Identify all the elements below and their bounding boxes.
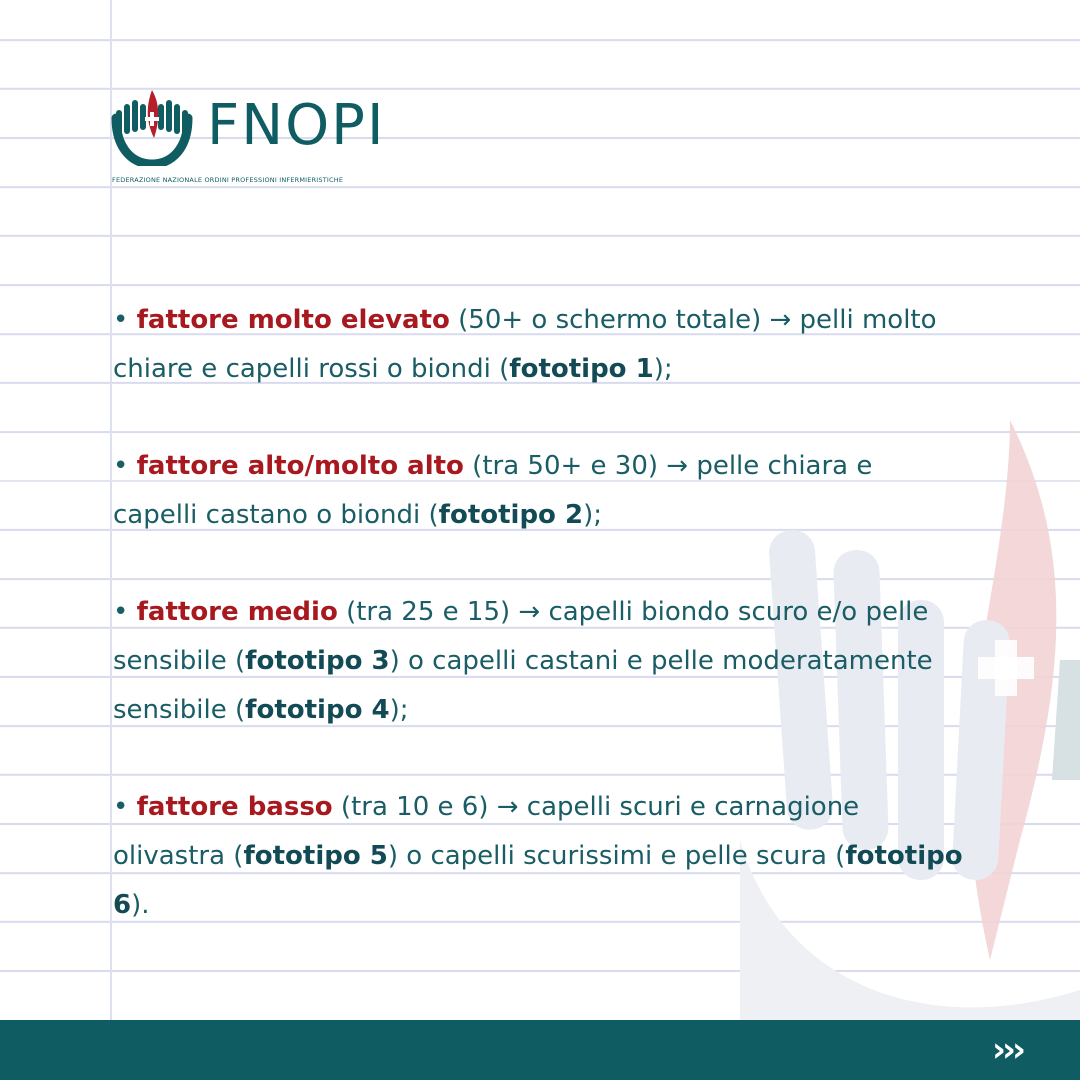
- fnopi-logo: [110, 90, 410, 190]
- logo-subtitle: FEDERAZIONE NAZIONALE ORDINI PROFESSIONI INFERMIERISTICHE: [112, 176, 344, 184]
- item-ending: ).: [131, 890, 150, 920]
- fototipo-label: fototipo 3: [245, 646, 390, 676]
- factor-label: fattore medio: [136, 597, 338, 627]
- factor-label: fattore molto elevato: [136, 305, 450, 335]
- fototipo-label: fototipo 1: [509, 354, 654, 384]
- list-item: • fattore molto elevato (50+ o schermo totale) → pelli molto chiare e capelli rossi o biondi (fototipo 1);: [113, 305, 937, 384]
- fototipo-label: fototipo 5: [243, 841, 388, 871]
- list-item: • fattore alto/molto alto (tra 50+ e 30) → pelle chiara e capelli castano o biondi (fototipo 2);: [113, 451, 873, 530]
- factor-label: fattore basso: [136, 792, 333, 822]
- factor-description: (tra 50+ e 30) → pelle chiara e capelli castano o biondi (: [113, 451, 873, 530]
- factor-description-continued: ) o capelli scurissimi e pelle scura (: [387, 841, 846, 871]
- footer-bar: [0, 1020, 1080, 1080]
- fototipo-label: fototipo 4: [245, 695, 390, 725]
- next-slide-button[interactable]: ›››: [991, 1030, 1022, 1070]
- item-ending: );: [583, 500, 602, 530]
- list-item: • fattore medio (tra 25 e 15) → capelli biondo scuro e/o pelle sensibile (fototipo 3) o capelli castani e pelle moderatamente sensibile (fototipo 4);: [113, 597, 933, 725]
- item-ending: );: [653, 354, 673, 384]
- sunscreen-factor-list: [113, 296, 963, 930]
- fnopi-hands-icon: [110, 90, 194, 166]
- factor-description: (50+ o schermo totale) → pelli molto chiare e capelli rossi o biondi (: [113, 305, 937, 384]
- factor-description: (tra 25 e 15) → capelli biondo scuro e/o pelle sensibile (: [113, 597, 929, 676]
- fototipo-label: fototipo 6: [113, 841, 963, 920]
- item-ending: );: [389, 695, 409, 725]
- factor-description: (tra 10 e 6) → capelli scuri e carnagione olivastra (: [113, 792, 860, 871]
- factor-label: fattore alto/molto alto: [136, 451, 464, 481]
- factor-description-continued: ) o capelli castani e pelle moderatamente sensibile (: [113, 646, 933, 725]
- logo-wordmark: FNOPI: [207, 93, 386, 158]
- list-item: • fattore basso (tra 10 e 6) → capelli scuri e carnagione olivastra (fototipo 5) o capelli scurissimi e pelle scura (fototipo 6).: [113, 792, 963, 920]
- fototipo-label: fototipo 2: [438, 500, 584, 530]
